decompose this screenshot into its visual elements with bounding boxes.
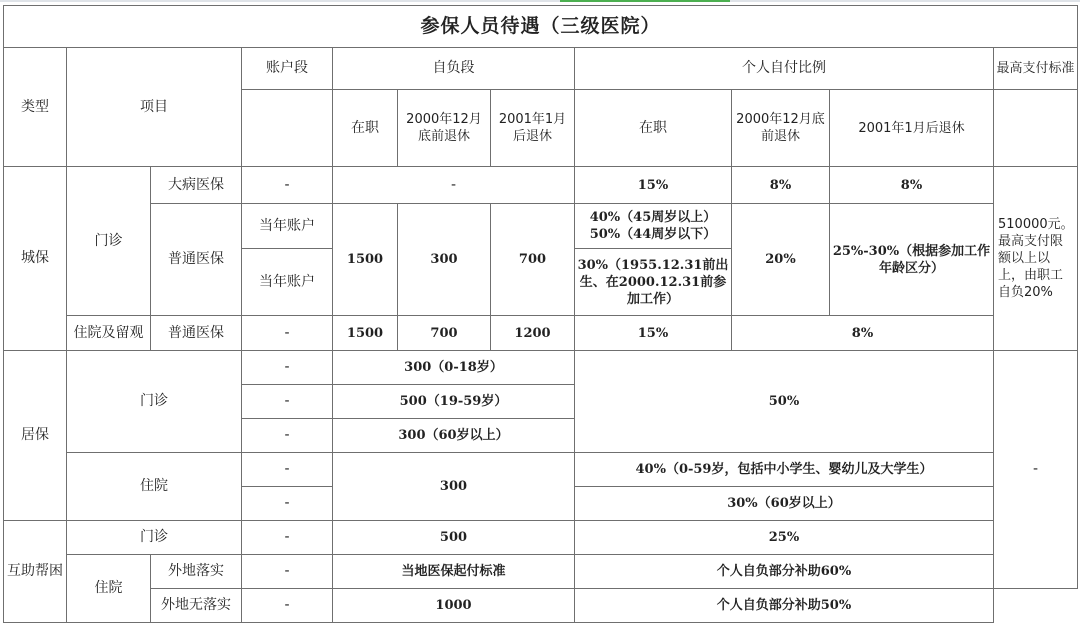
header-self-seg: 自负段 [333, 48, 575, 90]
urban-inpatient-sub: 普通医保 [151, 316, 242, 351]
mutual-type: 互助帮困 [4, 521, 67, 623]
urban-inpatient-label: 住院及留观 [67, 316, 151, 351]
resident-out-account-2: - [242, 419, 333, 453]
resident-out-account-0: - [242, 351, 333, 385]
resident-in-ratio-1: 30%（60岁以上） [575, 487, 994, 521]
resident-inpatient: 住院 [67, 453, 242, 521]
resident-in-account-0: - [242, 453, 333, 487]
mutual-out-account: - [242, 521, 333, 555]
urban-normal-ratio-retire-after: 25%-30%（根据参加工作年龄区分） [830, 204, 994, 316]
urban-inpatient-ratio-retired: 8% [732, 316, 994, 351]
resident-in-self: 300 [333, 453, 575, 521]
urban-major-label: 大病医保 [151, 167, 242, 204]
header-max-std: 最高支付标准 [994, 48, 1078, 90]
resident-max: - [994, 351, 1078, 589]
header-account-seg: 账户段 [242, 48, 333, 90]
urban-normal-account-2: 当年账户 [242, 249, 333, 316]
mutual-row-label-1: 外地无落实 [151, 589, 242, 623]
urban-normal-label: 普通医保 [151, 204, 242, 316]
benefits-table [3, 5, 1078, 623]
header-max-blank [994, 90, 1078, 167]
urban-normal-account-1: 当年账户 [242, 204, 333, 249]
header-account-blank [242, 90, 333, 167]
header-self-retire-before: 2000年12月底前退休 [398, 90, 491, 167]
sheet-top-border [0, 0, 1080, 2]
resident-out-account-1: - [242, 385, 333, 419]
header-self-retire-after: 2001年1月后退休 [491, 90, 575, 167]
urban-major-account: - [242, 167, 333, 204]
resident-out-self-1: 500（19-59岁） [333, 385, 575, 419]
mutual-row-ratio-0: 个人自负部分补助60% [575, 555, 994, 589]
header-ratio: 个人自付比例 [575, 48, 994, 90]
urban-normal-self-retire-after: 700 [491, 204, 575, 316]
header-self-in-service: 在职 [333, 90, 398, 167]
resident-in-account-1: - [242, 487, 333, 521]
urban-outpatient: 门诊 [67, 167, 151, 316]
header-item: 项目 [67, 48, 242, 167]
mutual-row-account-0: - [242, 555, 333, 589]
mutual-row-self-1: 1000 [333, 589, 575, 623]
mutual-out-ratio: 25% [575, 521, 994, 555]
urban-type: 城保 [4, 167, 67, 351]
urban-major-ratio-retire-after: 8% [830, 167, 994, 204]
header-type: 类型 [4, 48, 67, 167]
urban-inpatient-self-retire-after: 1200 [491, 316, 575, 351]
ratio-over-45: 40%（45周岁以上） [589, 210, 717, 225]
mutual-out-self: 500 [333, 521, 575, 555]
resident-in-ratio-0: 40%（0-59岁，包括中小学生、婴幼儿及大学生） [575, 453, 994, 487]
urban-normal-self-in-service: 1500 [333, 204, 398, 316]
mutual-row-self-0: 当地医保起付标准 [333, 555, 575, 589]
urban-normal-ratio-retire-before: 20% [732, 204, 830, 316]
header-ratio-retire-before: 2000年12月底前退休 [732, 90, 830, 167]
urban-major-self: - [333, 167, 575, 204]
header-ratio-retire-after: 2001年1月后退休 [830, 90, 994, 167]
urban-normal-ratio-in-service-1 [575, 204, 732, 249]
urban-major-ratio-retire-before: 8% [732, 167, 830, 204]
mutual-row-label-0: 外地落实 [151, 555, 242, 589]
urban-inpatient-self-in-service: 1500 [333, 316, 398, 351]
urban-inpatient-ratio-in-service: 15% [575, 316, 732, 351]
mutual-inpatient: 住院 [67, 555, 151, 623]
active-cell-indicator [560, 0, 730, 2]
urban-inpatient-self-retire-before: 700 [398, 316, 491, 351]
ratio-under-44: 50%（44周岁以下） [589, 227, 717, 242]
urban-major-ratio-in-service: 15% [575, 167, 732, 204]
urban-max: 510000元。最高支付限额以上以上，由职工自负20% [994, 167, 1078, 351]
resident-out-ratio: 50% [575, 351, 994, 453]
resident-outpatient: 门诊 [67, 351, 242, 453]
header-ratio-in-service: 在职 [575, 90, 732, 167]
resident-out-self-0: 300（0-18岁） [333, 351, 575, 385]
urban-normal-self-retire-before: 300 [398, 204, 491, 316]
mutual-row-account-1: - [242, 589, 333, 623]
resident-type: 居保 [4, 351, 67, 521]
resident-out-self-2: 300（60岁以上） [333, 419, 575, 453]
urban-inpatient-account: - [242, 316, 333, 351]
mutual-outpatient: 门诊 [67, 521, 242, 555]
page-title: 参保人员待遇（三级医院） [4, 6, 1078, 48]
mutual-row-ratio-1: 个人自负部分补助50% [575, 589, 994, 623]
urban-normal-ratio-in-service-2: 30%（1955.12.31前出生、在2000.12.31前参加工作） [575, 249, 732, 316]
